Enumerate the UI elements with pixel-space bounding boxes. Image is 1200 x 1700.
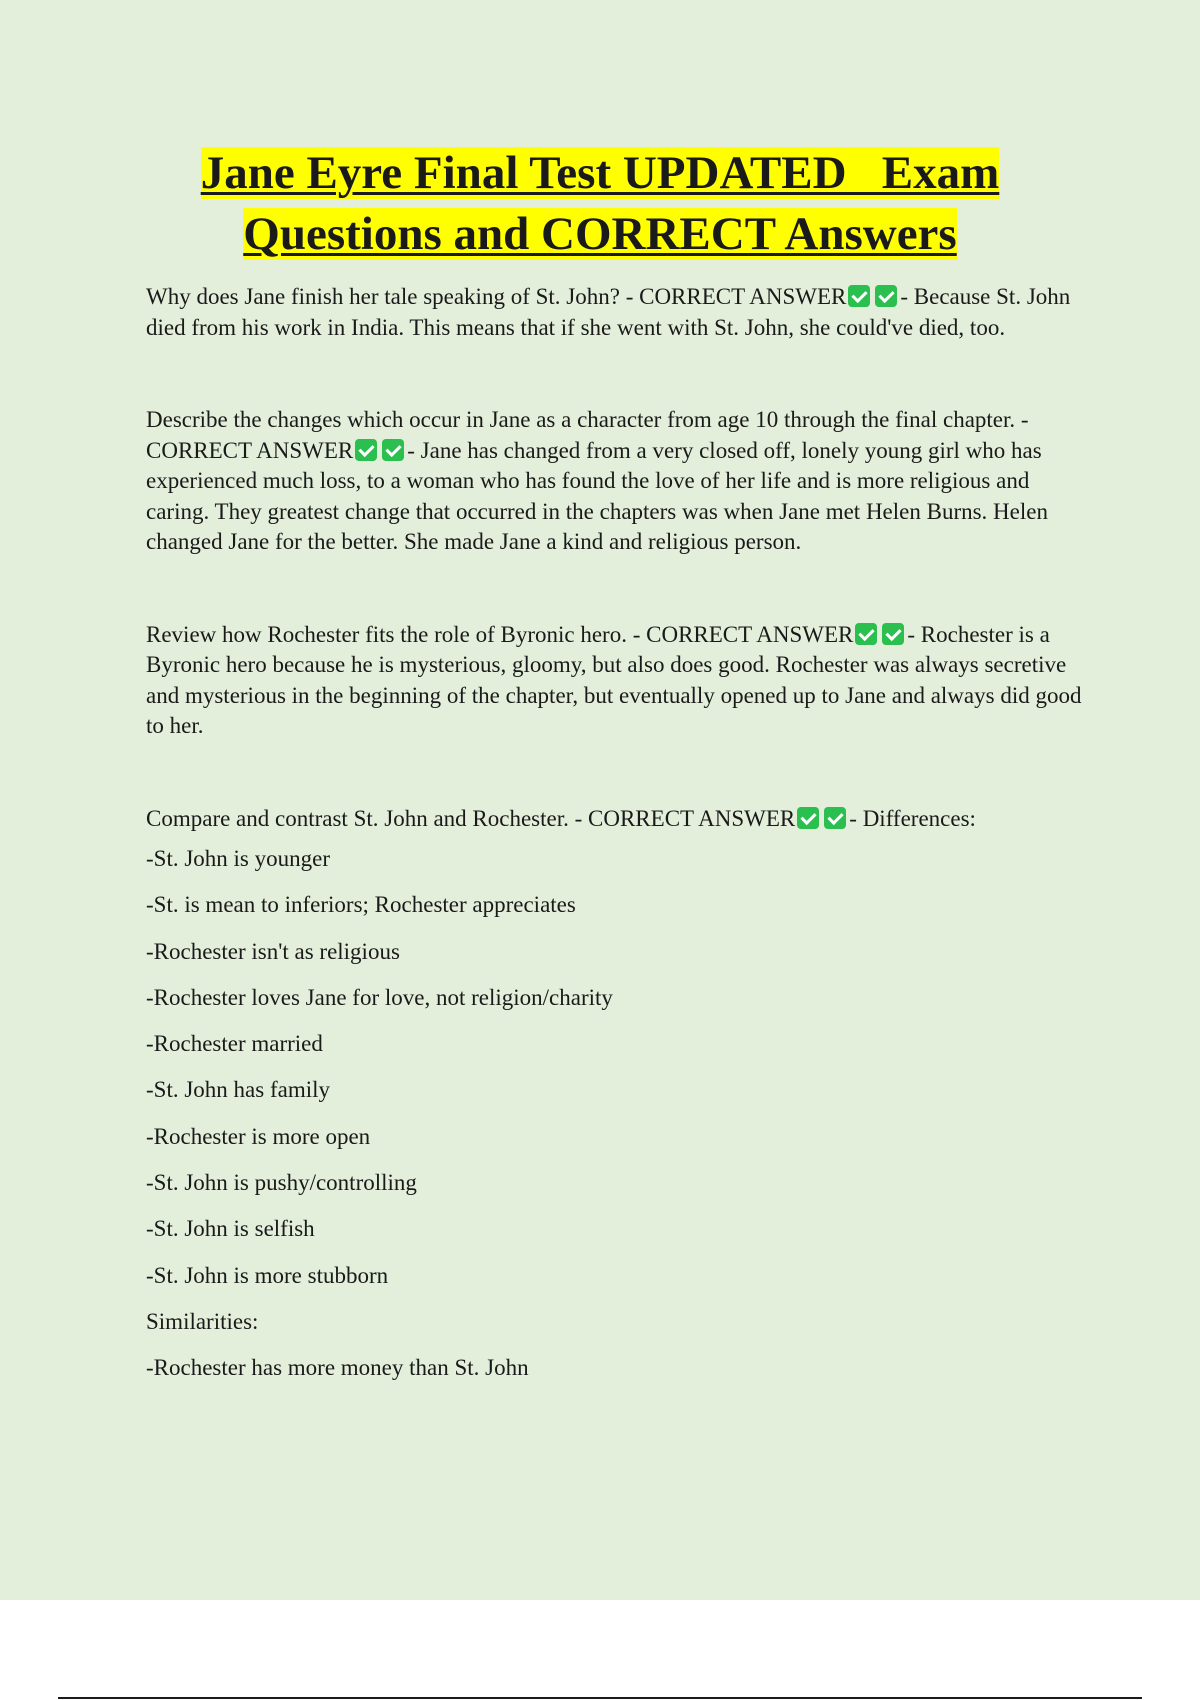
answer-text: - Differences: xyxy=(849,805,976,831)
title-line-1: Jane Eyre Final Test UPDATED Exam xyxy=(200,147,1000,199)
list-item: -St. John has family xyxy=(146,1077,330,1103)
title-line-2: Questions and CORRECT Answers xyxy=(243,208,957,260)
document-title xyxy=(0,143,1200,265)
document-body xyxy=(146,282,1091,1392)
list-item: -Rochester isn't as religious xyxy=(146,938,400,964)
question-text: Compare and contrast St. John and Rochester. - CORRECT ANSWER xyxy=(146,805,796,831)
list-item: -Rochester has more money than St. John xyxy=(146,1355,529,1381)
qa-item xyxy=(146,282,1091,343)
answer-text: - Jane has changed from a very closed off, lonely young girl who has experienced much loss, to a woman who has found the love of her life and is more religious and caring. They greatest change that occurred in the chapters was when Jane met Helen Burns. Helen changed Jane for the better. She made Jane a kind and religious person. xyxy=(146,437,1048,554)
list-item: -Rochester is more open xyxy=(146,1123,371,1149)
list-item: -Rochester loves Jane for love, not religion/charity xyxy=(146,984,613,1010)
check-box-icon xyxy=(382,439,404,461)
check-box-icon xyxy=(882,623,904,645)
footer-divider xyxy=(58,1697,1142,1699)
check-box-icon xyxy=(797,807,819,829)
list-item: -Rochester married xyxy=(146,1031,323,1057)
check-box-icon xyxy=(855,623,877,645)
list-item: -St. John is pushy/controlling xyxy=(146,1170,417,1196)
question-text: Describe the changes which occur in Jane as a character from age 10 through the final chapter. - CORRECT ANSWER xyxy=(146,407,1029,463)
list-item-heading: Similarities: xyxy=(146,1308,259,1334)
check-box-icon xyxy=(875,285,897,307)
qa-item xyxy=(146,804,1091,835)
check-box-icon xyxy=(355,439,377,461)
list-item: -St. John is more stubborn xyxy=(146,1262,389,1288)
list-item: -St. is mean to inferiors; Rochester appreciates xyxy=(146,892,576,918)
qa-item xyxy=(146,405,1091,558)
list-item: -St. John is younger xyxy=(146,846,330,871)
check-box-icon xyxy=(848,285,870,307)
question-text: Why does Jane finish her tale speaking of St. John? - CORRECT ANSWER xyxy=(146,284,847,309)
question-text: Review how Rochester fits the role of Byronic hero. - CORRECT ANSWER xyxy=(146,621,854,647)
compare-list xyxy=(146,836,1091,1392)
answer-text: - Because St. John died from his work in India. This means that if she went with St. John, she could've died, too. xyxy=(146,284,1071,340)
qa-item xyxy=(146,620,1091,742)
check-box-icon xyxy=(824,807,846,829)
answer-text: - Rochester is a Byronic hero because he is mysterious, gloomy, but also does good. Rochester was always secretive and mysterious in the beginning of the chapter, but eventually opened up to Jane and always did good to her. xyxy=(146,621,1082,738)
list-item: -St. John is selfish xyxy=(146,1216,315,1242)
